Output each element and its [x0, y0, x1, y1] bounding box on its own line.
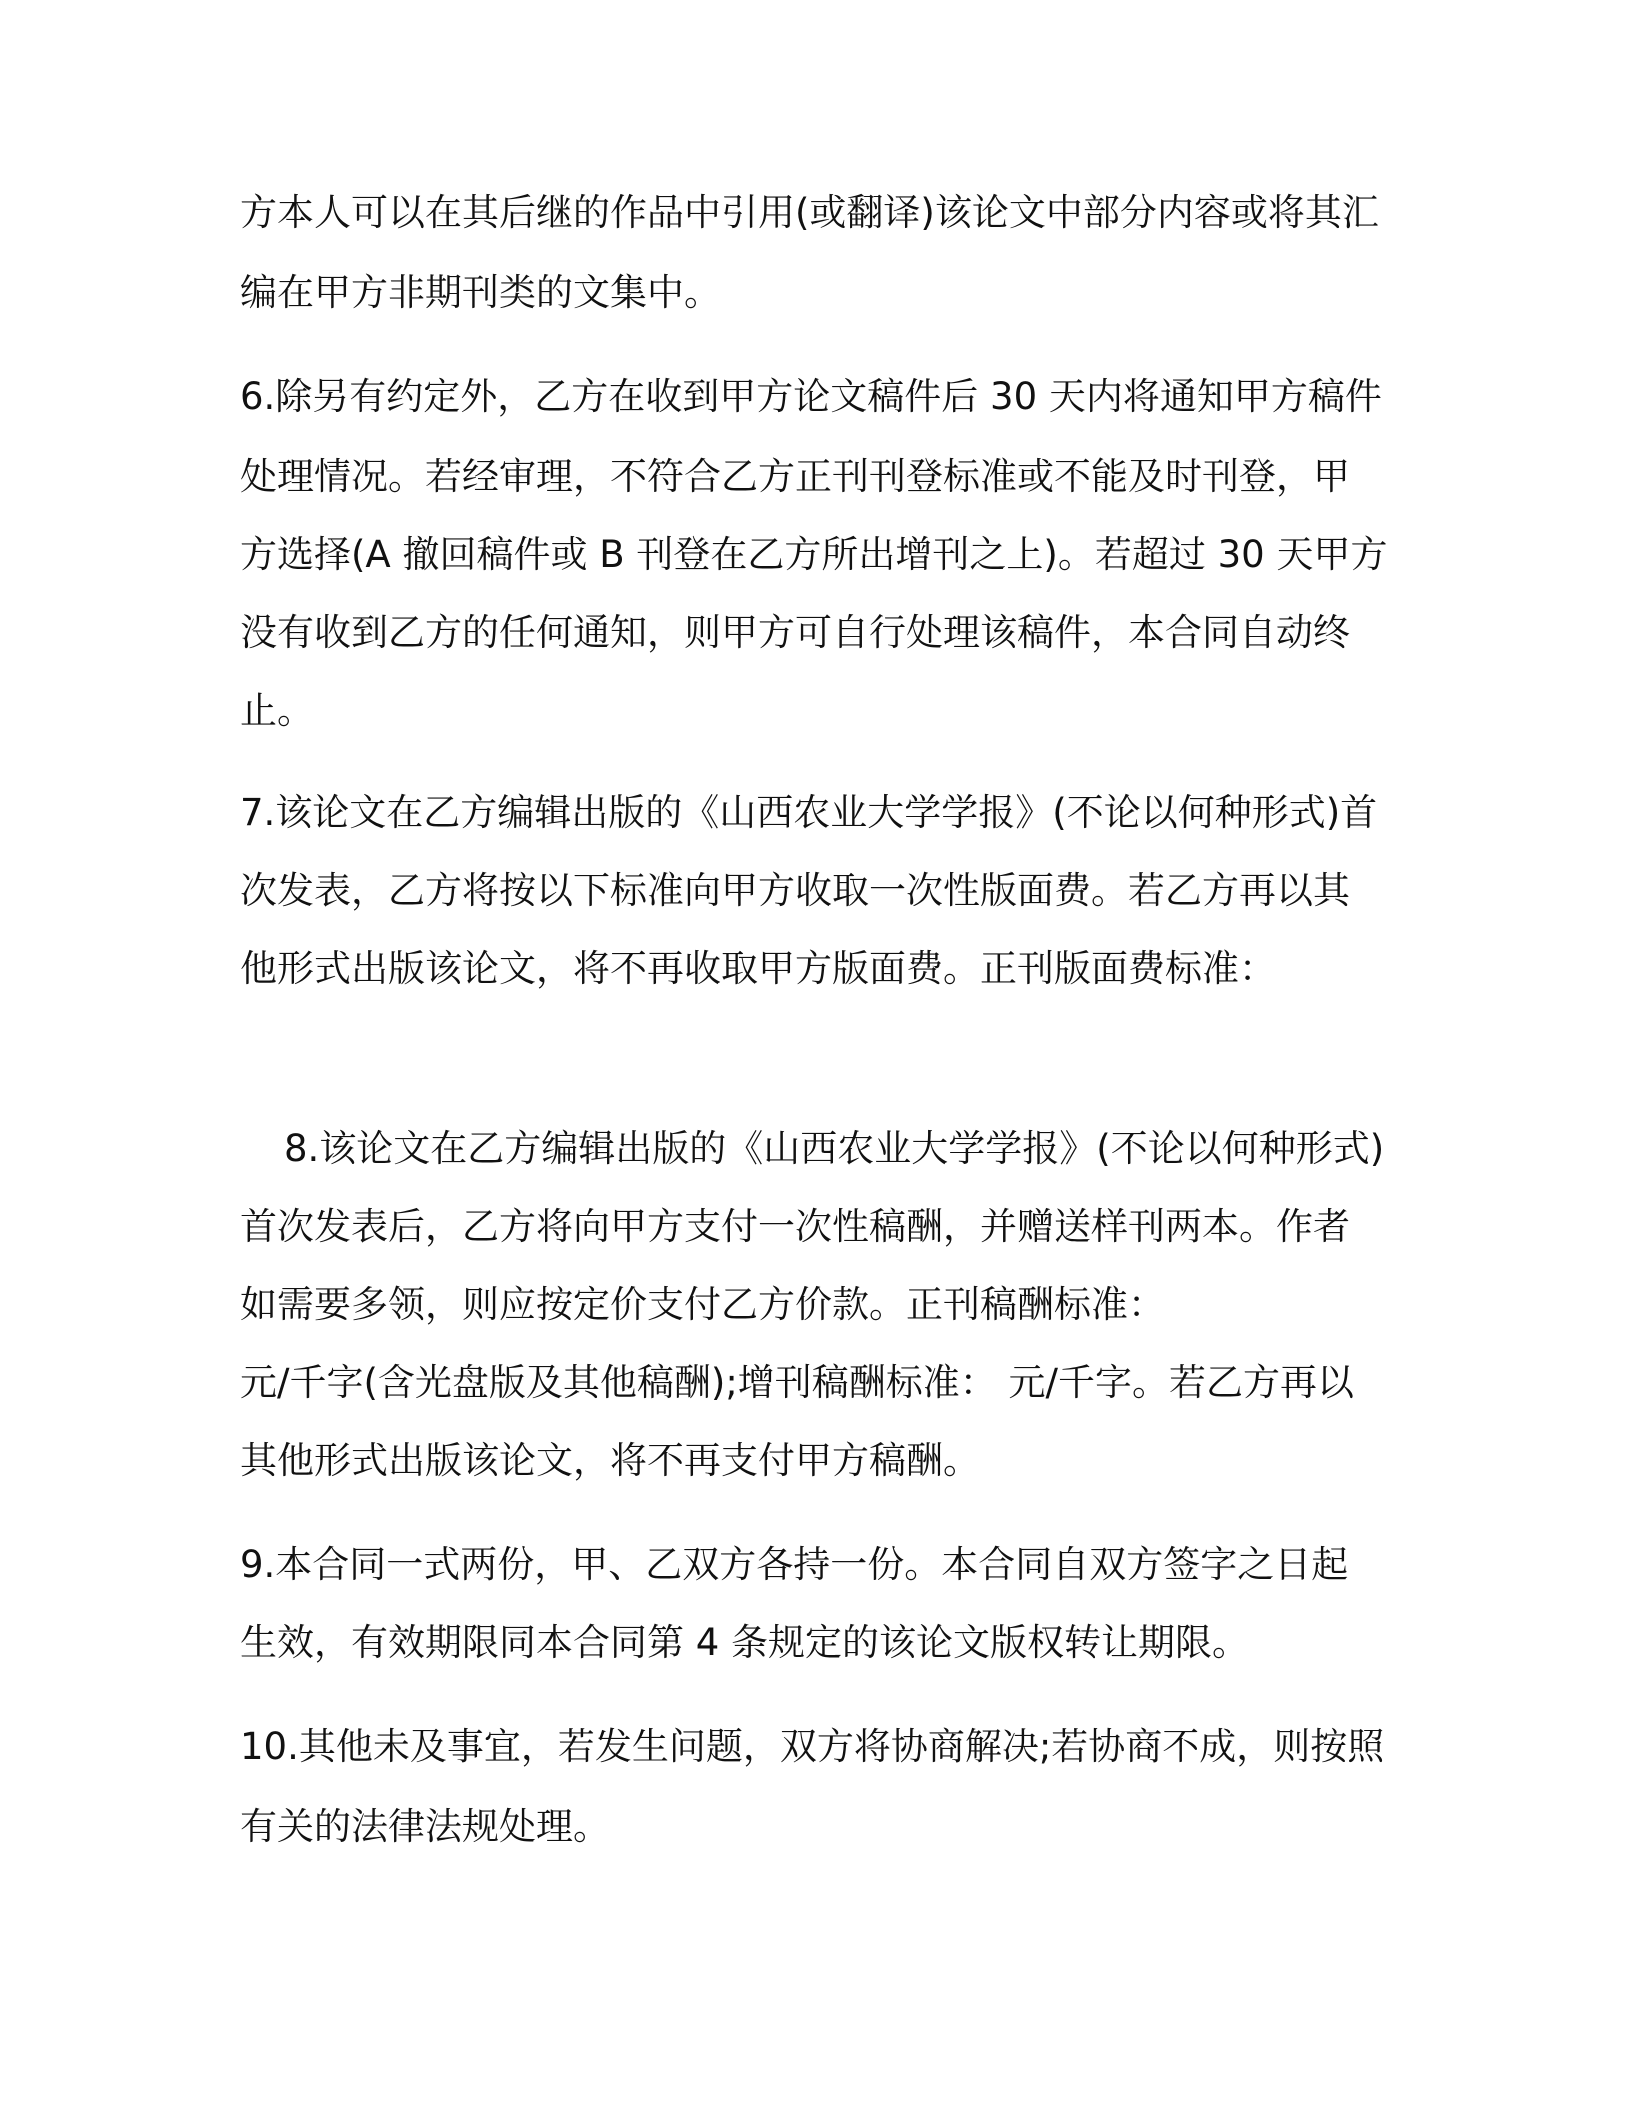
text-line: 如需要多领，则应按定价支付乙方价款。正刊稿酬标准：: [240, 1283, 1165, 1326]
text-line: 首次发表后，乙方将向甲方支付一次性稿酬，并赠送样刊两本。作者: [240, 1205, 1350, 1248]
text-line: 方本人可以在其后继的作品中引用(或翻译)该论文中部分内容或将其汇: [240, 191, 1379, 234]
text-line: 处理情况。若经审理，不符合乙方正刊刊登标准或不能及时刊登，甲: [240, 455, 1350, 498]
text-line: 10.其他未及事宜，若发生问题，双方将协商解决;若协商不成，则按照: [240, 1725, 1385, 1768]
text-line: 9.本合同一式两份，甲、乙双方各持一份。本合同自双方签字之日起: [240, 1543, 1349, 1586]
text-line: 次发表，乙方将按以下标准向甲方收取一次性版面费。若乙方再以其: [240, 869, 1350, 912]
text-line: 元/千字(含光盘版及其他稿酬);增刊稿酬标准： 元/千字。若乙方再以: [240, 1361, 1355, 1404]
text-line: 有关的法律法规处理。: [240, 1805, 610, 1848]
text-line: 7.该论文在乙方编辑出版的《山西农业大学学报》(不论以何种形式)首: [240, 791, 1378, 834]
text-line: 8.该论文在乙方编辑出版的《山西农业大学学报》(不论以何种形式): [284, 1127, 1385, 1170]
text-line: 没有收到乙方的任何通知，则甲方可自行处理该稿件，本合同自动终: [240, 611, 1350, 654]
text-line: 生效，有效期限同本合同第 4 条规定的该论文版权转让期限。: [240, 1621, 1250, 1664]
text-line: 6.除另有约定外，乙方在收到甲方论文稿件后 30 天内将通知甲方稿件: [240, 375, 1382, 418]
text-line: 他形式出版该论文，将不再收取甲方版面费。正刊版面费标准：: [240, 947, 1276, 990]
text-line: 方选择(A 撤回稿件或 B 刊登在乙方所出增刊之上)。若超过 30 天甲方: [240, 533, 1388, 576]
text-line: 止。: [240, 689, 314, 732]
text-line: 其他形式出版该论文，将不再支付甲方稿酬。: [240, 1439, 980, 1482]
text-line: 编在甲方非期刊类的文集中。: [240, 271, 721, 314]
